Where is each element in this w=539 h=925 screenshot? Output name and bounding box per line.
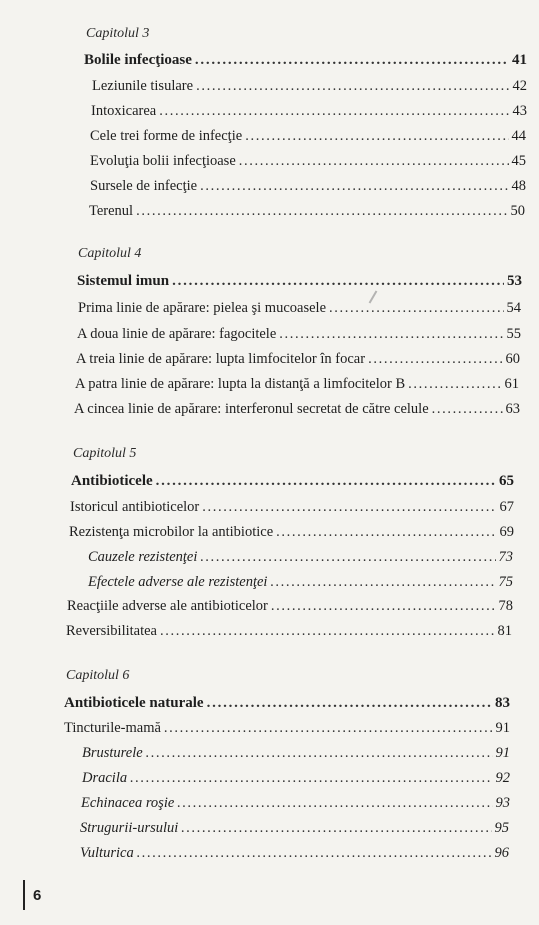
- entry-title: Sistemul imun: [77, 273, 170, 289]
- entry-page: 73: [498, 549, 513, 565]
- entry-title: Tincturile-mamă: [64, 720, 161, 736]
- entry-title: Prima linie de apărare: pielea şi mucoasele: [78, 300, 327, 316]
- dot-leader: [279, 326, 503, 343]
- entry-title: Rezistenţa microbilor la antibiotice: [69, 524, 274, 540]
- dot-leader: [202, 499, 496, 516]
- entry-page: 43: [512, 103, 527, 119]
- entry-title: Cele trei forme de infecţie: [90, 128, 243, 144]
- dot-leader: [270, 574, 495, 591]
- entry-page: 92: [495, 770, 510, 786]
- toc-entry-terenul: [89, 203, 525, 223]
- entry-page: 55: [506, 326, 521, 342]
- toc-entry-bolile-infectioase: [84, 52, 527, 72]
- toc-entry-cauzele-rezistentei: [88, 549, 513, 569]
- entry-title: Bolile infecţioase: [84, 52, 192, 68]
- dot-leader: [195, 52, 509, 69]
- toc-entry-evolutia-bolii: [90, 153, 526, 173]
- entry-page: 91: [495, 745, 510, 761]
- toc-entry-istoricul: [70, 499, 514, 519]
- dot-leader: [164, 720, 493, 737]
- entry-title: Reacţiile adverse ale antibioticelor: [67, 598, 268, 614]
- dot-leader: [245, 128, 508, 145]
- entry-title: Dracila: [82, 770, 128, 786]
- entry-page: 41: [512, 52, 527, 68]
- dot-leader: [181, 820, 491, 837]
- entry-page: 63: [505, 401, 520, 417]
- toc-entry-reversibilitatea: [66, 623, 512, 643]
- entry-title: A doua linie de apărare: fagocitele: [77, 326, 277, 342]
- entry-page: 42: [512, 78, 527, 94]
- toc-entry-efectele-adverse: [88, 574, 513, 594]
- entry-page: 61: [504, 376, 519, 392]
- dot-leader: [146, 745, 493, 762]
- entry-title: Reversibilitatea: [66, 623, 157, 639]
- dot-leader: [271, 598, 496, 615]
- entry-title: Brusturele: [82, 745, 143, 761]
- toc-entry-a-doua-linie: [77, 326, 521, 346]
- entry-title: Strugurii-ursului: [80, 820, 179, 836]
- dot-leader: [207, 695, 492, 712]
- entry-page: 50: [510, 203, 525, 219]
- entry-page: 69: [499, 524, 514, 540]
- dot-leader: [432, 401, 503, 418]
- dot-leader: [130, 770, 492, 787]
- toc-entry-antibioticele-naturale: [64, 695, 510, 715]
- entry-title: Antibioticele naturale: [64, 695, 204, 711]
- entry-page: 53: [507, 273, 522, 289]
- entry-title: Cauzele rezistenţei: [88, 549, 198, 565]
- entry-title: Intoxicarea: [91, 103, 157, 119]
- entry-title: Terenul: [89, 203, 134, 219]
- toc-entry-a-patra-linie: [75, 376, 519, 396]
- toc-entry-intoxicarea: [91, 103, 527, 123]
- page-number: 6: [23, 880, 41, 910]
- toc-entry-strugurii-ursului: [80, 820, 509, 840]
- toc-entry-rezistenta: [69, 524, 514, 544]
- entry-page: 83: [495, 695, 510, 711]
- entry-page: 60: [505, 351, 520, 367]
- entry-page: 48: [511, 178, 526, 194]
- toc-entry-a-cincea-linie: [74, 401, 520, 421]
- entry-page: 78: [498, 598, 513, 614]
- entry-page: 54: [506, 300, 521, 316]
- entry-page: 75: [498, 574, 513, 590]
- chapter-3-label: Capitolul 3: [86, 26, 150, 41]
- toc-entry-sursele-de-infectie: [90, 178, 526, 198]
- dot-leader: [136, 203, 507, 220]
- dot-leader: [408, 376, 501, 393]
- entry-page: 91: [495, 720, 510, 736]
- entry-page: 65: [499, 473, 514, 489]
- entry-page: 45: [511, 153, 526, 169]
- entry-title: Vulturica: [80, 845, 134, 861]
- toc-entry-antibioticele: [71, 473, 514, 493]
- entry-page: 81: [497, 623, 512, 639]
- entry-title: Efectele adverse ale rezistenţei: [88, 574, 268, 590]
- entry-title: Echinacea roşie: [81, 795, 175, 811]
- toc-entry-dracila: [82, 770, 510, 790]
- dot-leader: [200, 549, 495, 566]
- entry-title: A treia linie de apărare: lupta limfocitelor în focar: [76, 351, 366, 367]
- toc-entry-echinacea-rosie: [81, 795, 510, 815]
- toc-entry-prima-linie: [78, 300, 521, 320]
- dot-leader: [172, 273, 504, 290]
- dot-leader: [239, 153, 509, 170]
- entry-page: 67: [499, 499, 514, 515]
- entry-title: Istoricul antibioticelor: [70, 499, 200, 515]
- entry-title: Leziunile tisulare: [92, 78, 194, 94]
- dot-leader: [368, 351, 502, 368]
- entry-title: Evoluţia bolii infecţioase: [90, 153, 236, 169]
- entry-title: A patra linie de apărare: lupta la distanţă a limfocitelor B: [75, 376, 406, 392]
- toc-entry-vulturica: [80, 845, 509, 865]
- dot-leader: [159, 103, 509, 120]
- entry-title: A cincea linie de apărare: interferonul secretat de către celule: [74, 401, 429, 417]
- chapter-4-label: Capitolul 4: [78, 246, 142, 261]
- entry-title: Antibioticele: [71, 473, 153, 489]
- dot-leader: [137, 845, 492, 862]
- toc-entry-brusturele: [82, 745, 510, 765]
- dot-leader: [177, 795, 492, 812]
- toc-entry-cele-trei-forme: [90, 128, 526, 148]
- dot-leader: [329, 300, 503, 317]
- chapter-5-label: Capitolul 5: [73, 446, 137, 461]
- entry-page: 96: [494, 845, 509, 861]
- entry-page: 44: [511, 128, 526, 144]
- toc-entry-tincturile-mama: [64, 720, 510, 740]
- toc-entry-sistemul-imun: [77, 273, 522, 293]
- toc-entry-a-treia-linie: [76, 351, 520, 371]
- dot-leader: [160, 623, 495, 640]
- entry-page: 93: [495, 795, 510, 811]
- chapter-6-label: Capitolul 6: [66, 668, 130, 683]
- dot-leader: [196, 78, 509, 95]
- dot-leader: [276, 524, 496, 541]
- entry-page: 95: [494, 820, 509, 836]
- toc-entry-reactiile-adverse: [67, 598, 513, 618]
- dot-leader: [156, 473, 496, 490]
- dot-leader: [200, 178, 508, 195]
- toc-entry-leziunile-tisulare: [92, 78, 527, 98]
- entry-title: Sursele de infecţie: [90, 178, 198, 194]
